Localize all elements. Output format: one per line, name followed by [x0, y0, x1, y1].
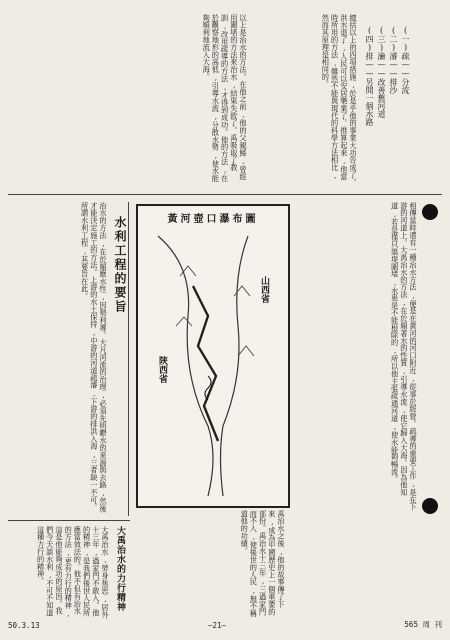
- right-paragraph-1: 總括以上的四項措施,於是乎他的事業大功告成了。洪水退了,人民可以安居樂業了。推算起來,他當時所用的方法,雖然不能與現代的科學方法相比,然而其原理是相同的。: [321, 14, 358, 186]
- list-item-4: [364, 26, 374, 176]
- list-item-number: (一): [401, 26, 410, 52]
- bottom-paragraph: 大禹治水,勞身焦思,居外十三年,過家門不敢入。他的精神,是我們後世人民所應當效法的。他不但有治水的方法,更有力行的精神,這是他能夠成功的原因。我們今天談水利,不可不知道這種力行的精神。: [36, 526, 110, 619]
- left-paragraph: 治水的方法,在於順應水性,因勢利導。大凡河流的治理,必須先明瞭水的來源與去路,然後才能決定施工的方法。上游的水土保持,中游的河道疏濬,下游的排洪入海,三者缺一不可。所謂水利工程,其要旨在此。: [80, 202, 108, 513]
- map-label-shaanxi: 陝西省: [157, 356, 167, 383]
- footer-date: 50.3.13: [8, 621, 40, 630]
- list-item-1: [400, 26, 410, 176]
- document-page: [8, 6, 442, 632]
- footer-page-number: —21—: [208, 621, 227, 630]
- list-item-number: (二): [389, 26, 398, 52]
- left-heading: 水利工程的要旨: [113, 216, 127, 314]
- list-item-2: [388, 26, 398, 176]
- yellow-river-map: [136, 204, 290, 508]
- list-item-text: 濬——排沙: [389, 52, 398, 94]
- list-item-text: 疏——分流: [401, 52, 410, 94]
- list-item-number: (四): [365, 26, 374, 52]
- map-label-shanxi: 山西省: [259, 276, 269, 303]
- list-item-3: [376, 26, 386, 176]
- list-item-number: (三): [377, 26, 386, 52]
- section-divider-top: [8, 194, 442, 195]
- right-paragraph-2: 相傳當時還有一種治水方法,便是在黃河的河口附近,從事於經營。疏導的重要工作,是在下游的河道上。大禹治水的方法,在於順著水的性質,引導水流,使它歸入大海。因為他知道,若是僅只築堤圍堵,水患是不能根除的,所以他主張疏通河道,使水能夠暢流。: [390, 202, 418, 511]
- binding-hole-top: [422, 204, 438, 220]
- binding-hole-bottom: [422, 498, 438, 514]
- list-item-text: 排——另開一個水路: [365, 52, 374, 126]
- map-drawing: [138, 206, 288, 506]
- right-paragraph-3: 禹治水之後,他的故事傳了下來,成為中國歷史上一個重要的部份。禹治水十三年,三過家門而不入,使後世的人民,無不稱道他的功績。: [240, 510, 286, 618]
- map-title: 黃河壺口瀑布圖: [167, 214, 259, 225]
- section-divider-bottom: [8, 520, 130, 521]
- bottom-heading: 大禹治水的力行精神: [115, 526, 125, 612]
- footer-issue: 565 周 刊: [404, 620, 442, 629]
- list-item-text: 瀹——改善舊河道: [377, 52, 386, 118]
- left-top-paragraph: 以上是治水的方法。在他之前,他的父親鯀,曾經用圍堵的方法來治水,結果失敗了。禹吸取了教訓,改用疏導的方法,才得到成功。他的方法,在於觀察地形的高低,引導水流,分散水勢,使水能夠順利地流入大海。: [202, 14, 248, 183]
